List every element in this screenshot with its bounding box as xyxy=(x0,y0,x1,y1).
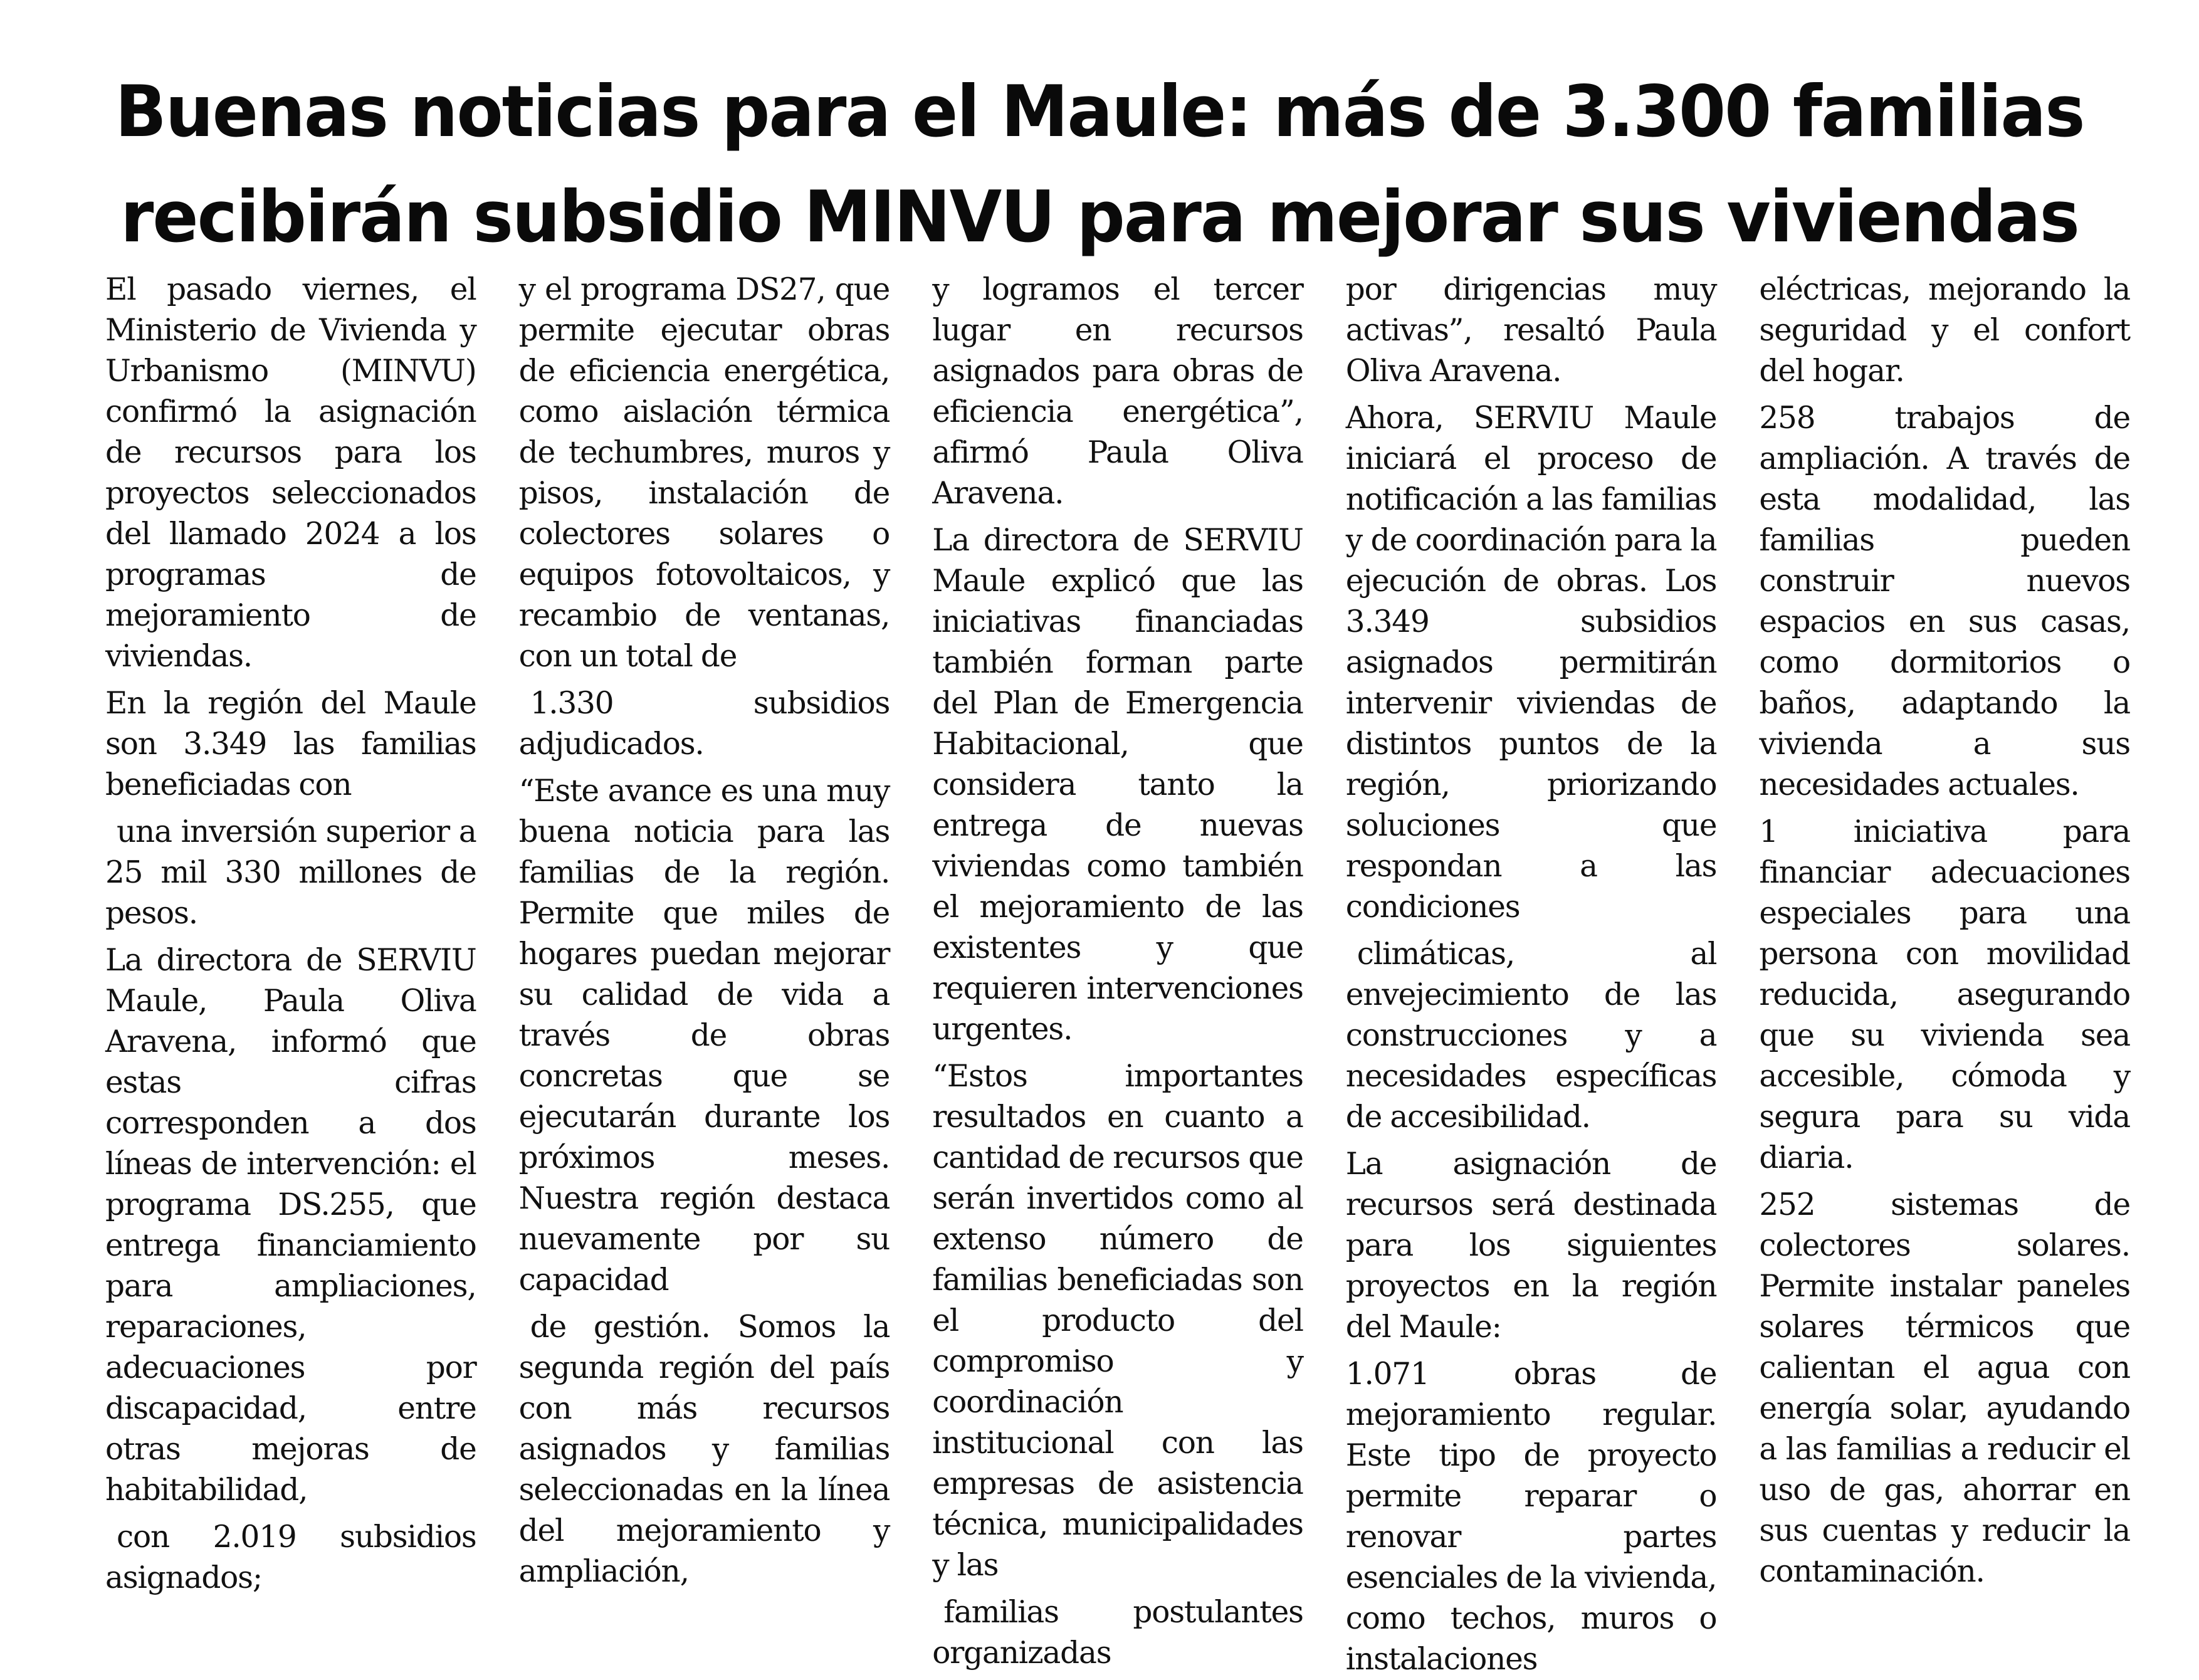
paragraph: En la región del Maule son 3.349 las familias beneficiadas con xyxy=(105,686,476,802)
column-2 xyxy=(518,270,890,1589)
column-3 xyxy=(932,270,1303,1671)
column-1 xyxy=(105,270,476,1595)
paragraph: 1.330 subsidios adjudicados. xyxy=(518,686,890,762)
paragraph: climáticas, al envejecimiento de las construcciones y a necesidades específicas de accesibilidad. xyxy=(1345,937,1717,1135)
paragraph: La asignación de recursos será destinada para los siguientes proyectos en la región del Maule: xyxy=(1345,1147,1717,1345)
paragraph: 1 iniciativa para financiar adecuaciones especiales para una persona con movilidad reducida, asegurando que su vivienda sea accesible, cómoda y segura para su vida diaria. xyxy=(1759,814,2130,1175)
paragraph: 1.071 obras de mejoramiento regular. Este tipo de proyecto permite reparar o renovar partes esenciales de la vivienda, como techos, muros o instalaciones xyxy=(1345,1357,1717,1677)
column-5 xyxy=(1759,270,2130,1589)
paragraph: 258 trabajos de ampliación. A través de esta modalidad, las familias pueden construir nuevos espacios en sus casas, como dormitorios o baños, adaptando la vivienda a sus necesidades actuales. xyxy=(1759,401,2130,802)
paragraph: “Este avance es una muy buena noticia para las familias de la región. Permite que miles de hogares puedan mejorar su calidad de vida a través de obras concretas que se ejecutarán durante los próximos meses. Nuestra región destaca nuevamente por su capacidad xyxy=(518,774,890,1298)
headline-line-2: recibirán subsidio MINVU para mejorar sus viviendas xyxy=(120,176,2079,259)
paragraph: 252 sistemas de colectores solares. Permite instalar paneles solares térmicos que calientan el agua con energía solar, ayudando a las familias a reducir el uso de gas, ahorrar en sus cuentas y reducir la contaminación. xyxy=(1759,1187,2130,1589)
paragraph: familias postulantes organizadas xyxy=(932,1595,1303,1671)
headline-line-1: Buenas noticias para el Maule: más de 3.300 familias xyxy=(115,70,2084,154)
paragraph: con 2.019 subsidios asignados; xyxy=(105,1520,476,1595)
paragraph: y el programa DS27, que permite ejecutar obras de eficiencia energética, como aislación térmica de techumbres, muros y pisos, instalación de colectores solares o equipos fotovoltaicos, y recambio de ventanas, con un total de xyxy=(518,272,890,674)
article-body xyxy=(105,270,2130,1677)
paragraph: de gestión. Somos la segunda región del país con más recursos asignados y familias seleccionadas en la línea del mejoramiento y ampliación, xyxy=(518,1310,890,1589)
paragraph: Ahora, SERVIU Maule iniciará el proceso de notificación a las familias y de coordinación para la ejecución de obras. Los 3.349 subsidios asignados permitirán intervenir viviendas de distintos puntos de la región, priorizando soluciones que respondan a las condiciones xyxy=(1345,401,1717,925)
headline xyxy=(94,60,2105,270)
paragraph: El pasado viernes, el Ministerio de Vivienda y Urbanismo (MINVU) confirmó la asignación de recursos para los proyectos seleccionados del llamado 2024 a los programas de mejoramiento de viviendas. xyxy=(105,272,476,674)
paragraph: La directora de SERVIU Maule explicó que las iniciativas financiadas también forman parte del Plan de Emergencia Habitacional, que considera tanto la entrega de nuevas viviendas como también el mejoramiento de las existentes y que requieren intervenciones urgentes. xyxy=(932,523,1303,1047)
paragraph: eléctricas, mejorando la seguridad y el confort del hogar. xyxy=(1759,272,2130,389)
paragraph: La directora de SERVIU Maule, Paula Oliva Aravena, informó que estas cifras corresponden a dos líneas de intervención: el programa DS.255, que entrega financiamiento para ampliaciones, reparaciones, adecuaciones por discapacidad, entre otras mejoras de habitabilidad, xyxy=(105,943,476,1508)
column-4 xyxy=(1345,270,1717,1677)
paragraph: por dirigencias muy activas”, resaltó Paula Oliva Aravena. xyxy=(1345,272,1717,389)
paragraph: una inversión superior a 25 mil 330 millones de pesos. xyxy=(105,814,476,931)
paragraph: y logramos el tercer lugar en recursos asignados para obras de eficiencia energética”, afirmó Paula Oliva Aravena. xyxy=(932,272,1303,511)
paragraph: “Estos importantes resultados en cuanto a cantidad de recursos que serán invertidos como al extenso número de familias beneficiadas son el producto del compromiso y coordinación institucional con las empresas de asistencia técnica, municipalidades y las xyxy=(932,1059,1303,1583)
